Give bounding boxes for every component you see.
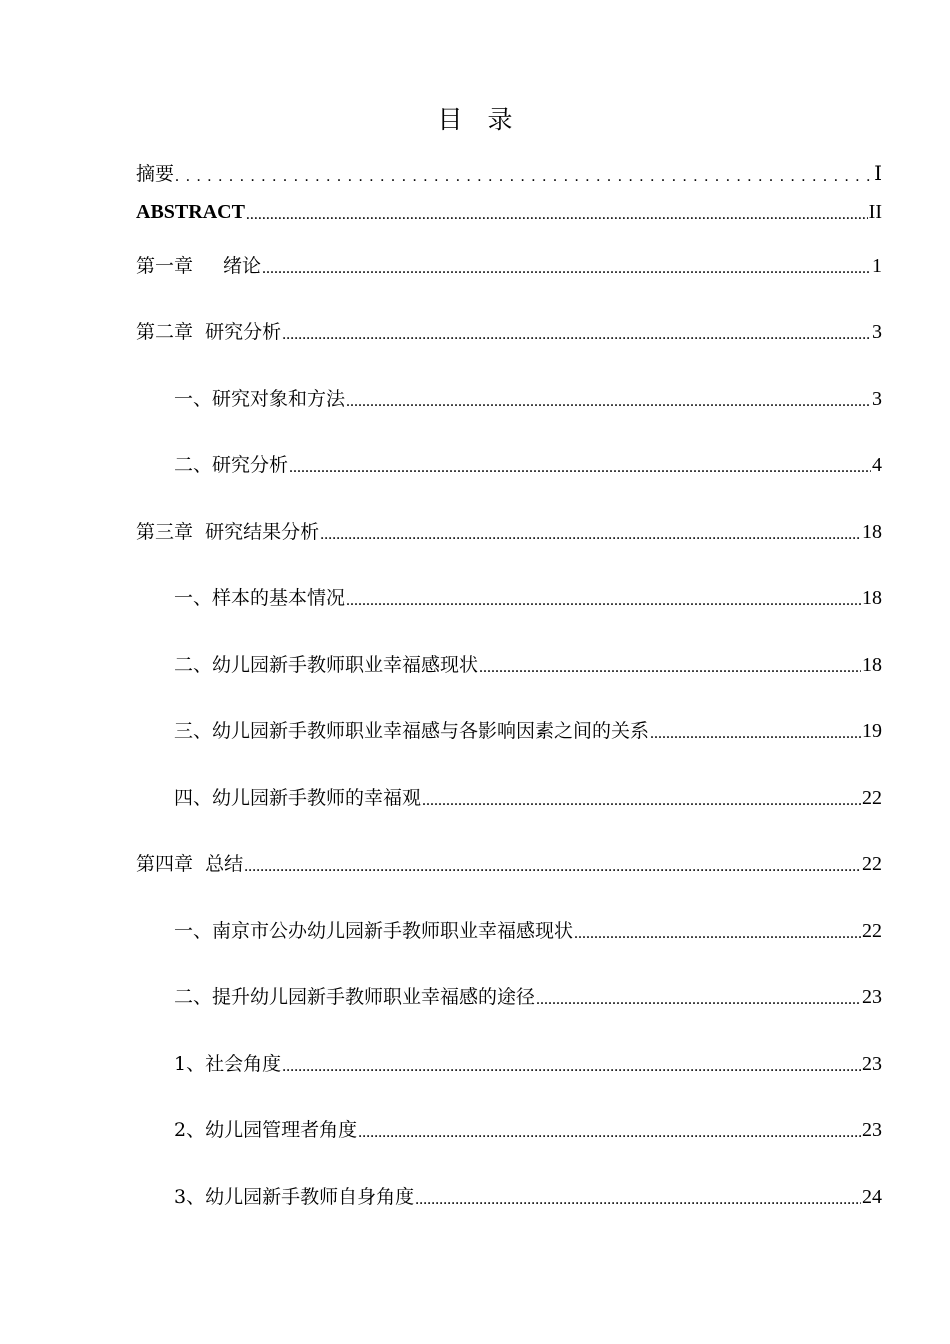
toc-title: 目 录 (437, 105, 513, 134)
toc-leader-dots (175, 160, 873, 188)
toc-entry-chapter-1[interactable] (136, 252, 882, 280)
toc-leader-dots (282, 318, 871, 346)
toc-page-number: 4 (872, 454, 882, 476)
toc-leader-dots (415, 1183, 861, 1211)
toc-page-number: Ⅰ (874, 163, 882, 185)
toc-leader-dots (282, 1050, 861, 1078)
toc-leader-dots (479, 651, 861, 679)
toc-page-number: 18 (862, 654, 882, 676)
toc-entry-4-1[interactable] (174, 917, 882, 945)
toc-leader-dots (346, 584, 861, 612)
toc-page-number: 22 (862, 787, 882, 809)
toc-entry-4-2-3[interactable] (174, 1183, 882, 1211)
toc-entry-text: 1、社会角度 (174, 1053, 282, 1075)
toc-entry-3-4[interactable] (174, 784, 882, 812)
toc-entry-3-1[interactable] (174, 584, 882, 612)
toc-leader-dots (536, 983, 861, 1011)
toc-entry-abstract-en[interactable] (136, 198, 882, 226)
toc-page-number: 24 (862, 1186, 882, 1208)
toc-entry-4-2-1[interactable] (174, 1050, 882, 1078)
toc-entry-text: 二、提升幼儿园新手教师职业幸福感的途径 (174, 986, 536, 1008)
toc-entry-4-2-2[interactable] (174, 1116, 882, 1144)
toc-entry-text: ABSTRACT (136, 201, 245, 223)
toc-page-number: 23 (862, 1119, 882, 1141)
toc-chapter-number: 第一章 (136, 255, 194, 277)
toc-page-number: 23 (862, 1053, 882, 1075)
toc-entry-text (136, 252, 261, 280)
toc-page-number: 18 (862, 587, 882, 609)
toc-page-number: 1 (872, 255, 882, 277)
toc-entry-text: 摘要 (136, 163, 175, 185)
toc-page-number: 23 (862, 986, 882, 1008)
toc-entry-text: 第二章 研究分析 (136, 321, 282, 343)
toc-entry-2-2[interactable] (174, 451, 882, 479)
toc-leader-dots (289, 451, 871, 479)
toc-leader-dots (574, 917, 861, 945)
toc-leader-dots (244, 850, 861, 878)
toc-entry-text: 四、幼儿园新手教师的幸福观 (174, 787, 422, 809)
toc-entry-text: 三、幼儿园新手教师职业幸福感与各影响因素之间的关系 (174, 720, 650, 742)
toc-leader-dots (262, 252, 871, 280)
toc-leader-dots (358, 1116, 861, 1144)
toc-entry-text: 一、研究对象和方法 (174, 388, 346, 410)
toc-page-number: 19 (862, 720, 882, 742)
toc-leader-dots (246, 198, 868, 226)
toc-entry-text: 3、幼儿园新手教师自身角度 (174, 1186, 415, 1208)
toc-entry-chapter-4[interactable] (136, 850, 882, 878)
toc-entry-3-2[interactable] (174, 651, 882, 679)
toc-page-number: 18 (862, 521, 882, 543)
toc-entry-text: 一、样本的基本情况 (174, 587, 346, 609)
toc-leader-dots (422, 784, 861, 812)
toc-entry-3-3[interactable] (174, 717, 882, 745)
toc-chapter-title: 绪论 (223, 255, 262, 277)
toc-entry-text: 一、南京市公办幼儿园新手教师职业幸福感现状 (174, 920, 574, 942)
toc-entry-text: 二、幼儿园新手教师职业幸福感现状 (174, 654, 479, 676)
toc-page-number: 22 (862, 920, 882, 942)
toc-leader-dots (346, 385, 871, 413)
toc-entry-4-2[interactable] (174, 983, 882, 1011)
toc-entry-chapter-2[interactable] (136, 318, 882, 346)
toc-page-number: II (868, 201, 882, 223)
toc-entry-text: 2、幼儿园管理者角度 (174, 1119, 358, 1141)
toc-page-number: 22 (862, 853, 882, 875)
toc-entry-2-1[interactable] (174, 385, 882, 413)
toc-entry-text: 二、研究分析 (174, 454, 289, 476)
toc-page-number: 3 (872, 388, 882, 410)
toc-leader-dots (320, 518, 861, 546)
toc-leader-dots (650, 717, 861, 745)
toc-entry-chapter-3[interactable] (136, 518, 882, 546)
toc-entry-abstract-cn[interactable] (136, 160, 882, 188)
toc-entry-text: 第四章 总结 (136, 853, 244, 875)
toc-page-number: 3 (872, 321, 882, 343)
toc-entry-text: 第三章 研究结果分析 (136, 521, 320, 543)
